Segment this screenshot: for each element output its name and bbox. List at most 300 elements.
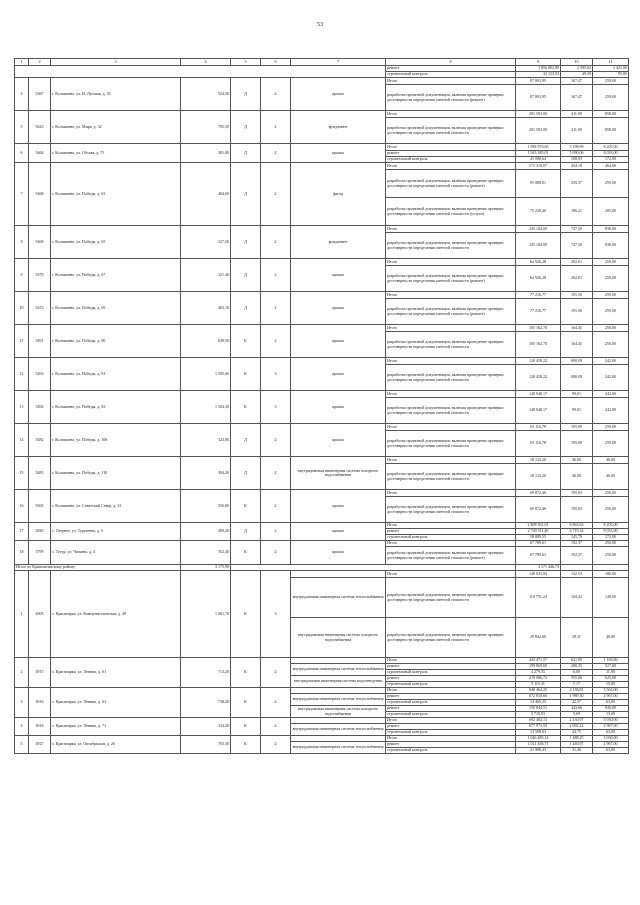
address: с. Красноярка, ул. Коммунистическая, д. 49	[51, 571, 181, 658]
table-cell: Итого	[386, 736, 516, 742]
header-cell: 2	[29, 59, 51, 66]
table-cell: 3	[261, 358, 291, 391]
table-cell: 140 033,84	[516, 571, 561, 578]
table-cell: 32 153,53	[516, 72, 561, 78]
table-cell: Д	[231, 226, 261, 259]
table-cell: 1 169,00	[593, 658, 629, 664]
row-number: 1	[15, 571, 29, 658]
row-number: 5	[15, 736, 29, 754]
table-cell: 63,00	[593, 730, 629, 736]
table-cell: 2	[261, 292, 291, 325]
table-cell: 4 279,55	[516, 670, 561, 676]
table-cell: 080,09	[561, 365, 593, 391]
table-cell: 132,53	[561, 571, 593, 578]
table-cell: разработка проектной документации, включая проведение проверки достоверности определения сметной стоимости (ремонт)	[386, 85, 516, 111]
table-cell: 95 088,81	[516, 170, 561, 198]
table-cell: Итого	[386, 111, 516, 118]
table-cell: 195,09	[561, 431, 593, 457]
table-cell: К	[231, 541, 261, 565]
table-cell: внутридомовая инженерная система холодного водоснабжения	[291, 457, 386, 490]
table-cell: 235,37	[561, 170, 593, 198]
table-cell: 524,30	[181, 78, 231, 111]
table-cell: 5367	[29, 78, 51, 111]
table-cell: 2	[261, 457, 291, 490]
table-cell: 191,56	[561, 292, 593, 299]
table-cell: Итого	[386, 163, 516, 170]
row-number: 9	[15, 259, 29, 292]
table-cell: 2 967,00	[593, 694, 629, 700]
table-cell: 28,11	[561, 618, 593, 658]
table-cell: 242,00	[593, 398, 629, 424]
region-total-label: Итого по Кривошеинскому району	[15, 565, 181, 571]
table-cell: 145,79	[561, 535, 593, 541]
table-row	[15, 292, 629, 299]
table-cell: 443 471,57	[516, 658, 561, 664]
table-cell: Итого	[386, 571, 516, 578]
table-cell: 5623	[29, 111, 51, 144]
table-cell: 527,00	[593, 664, 629, 670]
table-cell: 2	[261, 658, 291, 688]
table-cell: 8 205,00	[593, 144, 629, 151]
address: г. Колпашево, ул. Победы, д. 81	[51, 358, 181, 391]
table-cell: 411,00	[561, 111, 593, 118]
table-cell: крыша	[291, 325, 386, 358]
table-cell: 245 104,00	[516, 226, 561, 233]
table-cell: 5493	[29, 358, 51, 391]
table-cell: 8 033,00	[593, 151, 629, 157]
table-cell: разработка проектной документации, включая проведение проверки достоверности определения сметной стоимости (ремонт)	[386, 547, 516, 565]
row-number: 4	[15, 78, 29, 111]
table-cell: 69 872,46	[516, 490, 561, 497]
table-cell: 202,01	[561, 259, 593, 266]
table-cell: 1 505,60	[181, 358, 231, 391]
table-cell: 14 465,25	[516, 700, 561, 706]
table-cell: 5482	[29, 424, 51, 457]
table-cell: 394,20	[181, 457, 231, 490]
address: г. Колпашево, ул. Победы, д. 110	[51, 457, 181, 490]
table-cell: внутридомовая инженерная система теплоснабжения	[291, 694, 386, 706]
table-cell: 192,37	[561, 541, 593, 547]
table-cell: 639,50	[181, 325, 231, 358]
table-cell: 5485	[29, 457, 51, 490]
table-cell: 195,09	[561, 424, 593, 431]
table-cell: 3 030,00	[593, 718, 629, 724]
address: с. Озерное, ул. Тургенева, д. 5	[51, 523, 181, 541]
table-cell: крыша	[291, 490, 386, 523]
table-cell: 167,47	[561, 78, 593, 85]
table-cell	[15, 66, 386, 78]
table-cell: 692 482,13	[516, 718, 561, 724]
table-row	[15, 163, 629, 170]
table-cell: 140,00	[593, 578, 629, 618]
table-cell: 2	[261, 688, 291, 718]
table-cell: 250,00	[593, 541, 629, 547]
table-cell: 3 171 446,73	[516, 565, 561, 571]
row-number: 3	[15, 688, 29, 718]
table-cell: 148 948,17	[516, 391, 561, 398]
table-cell: фасад	[291, 163, 386, 226]
table-cell: 18 133,20	[516, 457, 561, 464]
table-cell: Д	[231, 457, 261, 490]
table-cell: 69 872,46	[516, 497, 561, 523]
address: г. Колпашево, ул. Победы, д. 67	[51, 259, 181, 292]
table-cell: 172,00	[593, 157, 629, 163]
table-cell: 3	[261, 391, 291, 424]
table-cell: 1 943 385,01	[516, 151, 561, 157]
table-cell: 5468	[29, 163, 51, 226]
table-cell: Итого	[386, 391, 516, 398]
table-cell: 18 133,20	[516, 464, 561, 490]
row-number: 13	[15, 391, 29, 424]
row-number: 15	[15, 457, 29, 490]
table-cell: 67 789,61	[516, 547, 561, 565]
table-row	[15, 571, 629, 578]
table-cell: 4918	[29, 718, 51, 736]
table-cell: Д	[231, 292, 261, 325]
table-cell: Итого	[386, 259, 516, 266]
table-cell: ремонт	[386, 66, 516, 72]
address: г. Колпашево, ул. Победы, д. 106	[51, 424, 181, 457]
table-cell: Итого	[386, 325, 516, 332]
table-cell: разработка проектной документации, включая проведение проверки достоверности определения сметной стоимости	[386, 332, 516, 358]
row-number: 7	[15, 163, 29, 226]
table-cell: 1 856 802,80	[516, 66, 561, 72]
table-cell: 11,00	[593, 670, 629, 676]
table-cell: 747,50	[561, 233, 593, 259]
table-cell: 259,00	[593, 170, 629, 198]
table-cell: 259,00	[593, 78, 629, 85]
table-cell: разработка проектной документации, включая проведение проверки достоверности определения сметной стоимости	[386, 233, 516, 259]
table-cell: 3 563,00	[593, 688, 629, 694]
table-cell: 858,00	[593, 118, 629, 144]
table-cell: 323,80	[181, 424, 231, 457]
table-cell: 5494	[29, 391, 51, 424]
table-cell: 840 464,25	[516, 688, 561, 694]
table-cell: 21 988,43	[516, 748, 561, 754]
table-cell: 250,00	[593, 332, 629, 358]
table-cell: 713,20	[181, 658, 231, 688]
address: г. Колпашево, ул. Мира, д. 32	[51, 111, 181, 144]
row-number: 6	[15, 144, 29, 163]
table-cell: 180,00	[593, 571, 629, 578]
table-cell: 186,21	[561, 198, 593, 226]
table-cell: 2 092,22	[561, 724, 593, 730]
table-cell: 29 842,60	[516, 618, 561, 658]
table-cell: 5 090,06	[561, 151, 593, 157]
table-cell: 2 130,97	[561, 718, 593, 724]
header-cell: 1	[15, 59, 29, 66]
table-cell: Итого	[386, 658, 516, 664]
table-cell: строительный контроль	[386, 730, 516, 736]
table-cell: 104,42	[561, 578, 593, 618]
table-cell: 58 889,55	[516, 535, 561, 541]
table-cell: 621,80	[561, 658, 593, 664]
table-row	[15, 358, 629, 365]
table-cell: 250,00	[593, 490, 629, 497]
table-cell: фундамент	[291, 226, 386, 259]
address: с. Красноярка, ул. Ленина, д. 61	[51, 658, 181, 688]
table-cell: 259,00	[593, 299, 629, 325]
row-number: 18	[15, 541, 29, 565]
table-row	[15, 226, 629, 233]
table-cell: 411,00	[561, 118, 593, 144]
table-cell: 95,00	[593, 72, 629, 78]
address: г. Колпашево, ул. Советский Север, д. 33	[51, 490, 181, 523]
table-cell: 409,20	[181, 523, 231, 541]
table-cell: разработка проектной документации, включая проведение проверки достоверности определения сметной стоимости	[386, 431, 516, 457]
table-cell: внутридомовая инженерная система теплоснабжения	[291, 724, 386, 736]
table-cell: 105 162,70	[516, 325, 561, 332]
table-cell: 120 458,22	[516, 358, 561, 365]
table-row	[15, 144, 629, 151]
table-cell: крыша	[291, 424, 386, 457]
table-cell: разработка проектной документации, включая проведение проверки достоверности определения сметной стоимости	[386, 618, 516, 658]
table-cell: 2 808 561,01	[516, 523, 561, 529]
table-cell: строительный контроль	[386, 682, 516, 688]
table-cell: Д	[231, 523, 261, 541]
table-cell: разработка проектной документации, включая проведение проверки достоверности определения сметной стоимости	[386, 464, 516, 490]
table-cell: разработка проектной документации, включая проведение проверки достоверности определения сметной стоимости	[386, 365, 516, 391]
table-cell: 5 115,31	[516, 682, 561, 688]
table-cell: 381,80	[181, 144, 231, 163]
row-number: 4	[15, 718, 29, 736]
table-cell: 14 508,63	[516, 730, 561, 736]
table-row	[15, 59, 629, 66]
table-cell: ремонт	[386, 706, 516, 712]
table-cell: 830,00	[593, 233, 629, 259]
table-cell: 677 973,50	[516, 724, 561, 730]
table-cell: 164,45	[561, 332, 593, 358]
table-cell: 77 216,77	[516, 299, 561, 325]
table-cell: 2	[261, 424, 291, 457]
table-cell: 195,83	[561, 497, 593, 523]
table-cell: крыша	[291, 259, 386, 292]
table-cell: 2	[261, 259, 291, 292]
table-cell: ремонт	[386, 151, 516, 157]
table-cell: 080,09	[561, 358, 593, 365]
table-cell: 46,00	[561, 457, 593, 464]
table-cell: 259,00	[593, 424, 629, 431]
table-cell: строительный контроль	[386, 157, 516, 163]
table-cell: ремонт	[386, 676, 516, 682]
table-cell: 2	[261, 490, 291, 523]
table-cell: 2	[261, 325, 291, 358]
table-cell: 2	[261, 163, 291, 226]
address: г. Колпашево, ул. Победы, д. 69	[51, 292, 181, 325]
table-cell: 42,57	[561, 700, 593, 706]
table-cell: 1 488,25	[561, 736, 593, 742]
address: г. Колпашево, ул. Победы, д. 80	[51, 325, 181, 358]
table-cell: 250,00	[593, 325, 629, 332]
row-number: 10	[15, 292, 29, 325]
table-cell: разработка проектной документации, включая проведение проверки достоверности определения сметной стоимости	[386, 497, 516, 523]
table-cell: ремонт	[386, 724, 516, 730]
address: г. Колпашево, ул. Победы, д. 63	[51, 163, 181, 226]
table-cell: 63 116,78	[516, 424, 561, 431]
table-cell: 105 162,70	[516, 332, 561, 358]
table-cell: разработка проектной документации, включая проведение проверки достоверности определения сметной стоимости	[386, 578, 516, 618]
table-cell: 672 810,66	[516, 694, 561, 700]
table-cell: крыша	[291, 523, 386, 541]
header-cell: 8	[386, 59, 516, 66]
table-cell: 49,39	[561, 72, 593, 78]
address: с. Красноярка, ул. Октябрьская, д. 26	[51, 736, 181, 754]
table-cell: 13,00	[593, 712, 629, 718]
table-cell: крыша	[291, 541, 386, 565]
table-cell: 40,00	[593, 618, 629, 658]
table-cell: 703,30	[181, 736, 231, 754]
table-cell: 830,00	[593, 706, 629, 712]
table-cell: крыша	[291, 292, 386, 325]
table-cell: 2	[261, 144, 291, 163]
table-cell: разработка проектной документации, включая проведение проверки достоверности определения сметной стоимости (ремонт)	[386, 299, 516, 325]
table-cell: строительный контроль	[386, 72, 516, 78]
table-cell: Итого	[386, 688, 516, 694]
header-cell: 3	[51, 59, 181, 66]
table-cell: 75 230,46	[516, 198, 561, 226]
table-cell: ремонт	[386, 664, 516, 670]
table-cell: К	[231, 325, 261, 358]
table-cell: 1 504,30	[181, 391, 231, 424]
table-cell: ремонт	[386, 742, 516, 748]
table-cell: разработка проектной документации, включая проведение проверки достоверности определения сметной стоимости (ремонт)	[386, 266, 516, 292]
table-cell: 150 044,51	[516, 706, 561, 712]
table-cell: 108,93	[561, 157, 593, 163]
table-cell: 2 305,62	[561, 66, 593, 72]
table-cell: 167,47	[561, 85, 593, 111]
table-cell: К	[231, 718, 261, 736]
table-cell: 5565	[29, 490, 51, 523]
table-cell: К	[231, 391, 261, 424]
table-cell: 4905	[29, 571, 51, 658]
table-cell: Итого	[386, 78, 516, 85]
table-cell: К	[231, 658, 261, 688]
table-cell: 87 803,95	[516, 78, 561, 85]
table-cell: 2	[261, 718, 291, 736]
table-cell: 1 061,70	[181, 571, 231, 658]
table-cell: 3 710,93	[516, 712, 561, 718]
table-cell: 15,00	[593, 682, 629, 688]
table-cell: крыша	[291, 358, 386, 391]
table-cell: 555,06	[561, 676, 593, 682]
table-cell: 77 216,77	[516, 292, 561, 299]
header-cell: 9	[516, 59, 561, 66]
table-cell: Итого	[386, 523, 516, 529]
table-cell: 242,00	[593, 365, 629, 391]
table-cell: 2 749 511,46	[516, 529, 561, 535]
table-cell: 120 458,22	[516, 365, 561, 391]
table-cell: К	[231, 358, 261, 391]
row-number: 17	[15, 523, 29, 541]
table-cell: 2	[261, 78, 291, 111]
table-cell: 1 421,00	[593, 66, 629, 72]
header-cell: 4	[181, 59, 231, 66]
address: г. Колпашево, ул. Победы, д. 65	[51, 226, 181, 259]
table-cell: 5799	[29, 541, 51, 565]
table-cell: 219 086,72	[516, 676, 561, 682]
table-cell: 46,00	[593, 464, 629, 490]
table-cell: 4927	[29, 736, 51, 754]
table-cell: 291 593,00	[516, 111, 561, 118]
table-cell: 1 440,97	[561, 742, 593, 748]
table-cell: 625,00	[593, 676, 629, 682]
table-cell: ремонт	[386, 694, 516, 700]
table-row	[15, 259, 629, 266]
table-cell: внутридомовая инженерная система водоотведения	[291, 676, 386, 688]
table-cell: 404,00	[181, 163, 231, 226]
table-cell: 46,00	[593, 457, 629, 464]
table-cell: 6 719,34	[561, 529, 593, 535]
table-row	[15, 78, 629, 85]
page-number: 53	[317, 22, 323, 28]
table-cell: крыша	[291, 78, 386, 111]
table-cell: 195,83	[561, 490, 593, 497]
table-row	[15, 523, 629, 529]
table-cell: 6,00	[561, 670, 593, 676]
row-number: 16	[15, 490, 29, 523]
table-cell: 259,00	[593, 292, 629, 299]
table-cell: 2 967,00	[593, 742, 629, 748]
table-cell: 356,80	[181, 490, 231, 523]
table-cell: внутридомовая инженерная система холодного водоснабжения	[291, 618, 386, 658]
table-cell: 1 984 973,65	[516, 144, 561, 151]
table-cell: 464,00	[593, 163, 629, 170]
table-cell: 747,50	[561, 226, 593, 233]
table-cell: разработка проектной документации, включая проведение проверки достоверности определения сметной стоимости (ремонт)	[386, 170, 516, 198]
table-cell: 3 175,90	[181, 565, 231, 571]
table-cell: ремонт	[386, 529, 516, 535]
table-cell: 242,00	[593, 391, 629, 398]
table-cell: 63,00	[593, 700, 629, 706]
table-cell: 2	[261, 111, 291, 144]
table-cell: 205,00	[593, 198, 629, 226]
table-cell: 2 138,81	[561, 688, 593, 694]
table-cell: 242,00	[593, 358, 629, 365]
table-cell: строительный контроль	[386, 712, 516, 718]
row-number: 2	[15, 658, 29, 688]
table-cell: 202,01	[561, 266, 593, 292]
table-cell: 2	[261, 226, 291, 259]
table-cell: 192,37	[561, 547, 593, 565]
table-cell: разработка проектной документации, включая проведение проверки достоверности определения сметной стоимости	[386, 118, 516, 144]
table-cell: 5 198,99	[561, 144, 593, 151]
table-cell: 64 926,28	[516, 259, 561, 266]
table-cell: Д	[231, 163, 261, 226]
table-cell: 67 789,61	[516, 541, 561, 547]
table-cell: Итого	[386, 490, 516, 497]
table-cell: 64 926,28	[516, 266, 561, 292]
table-cell: 424,18	[561, 163, 593, 170]
table-row	[15, 541, 629, 547]
table-cell: 4915	[29, 658, 51, 688]
table-cell: 1 989,30	[561, 694, 593, 700]
table-cell: 110 751,24	[516, 578, 561, 618]
table-cell: К	[231, 571, 261, 658]
table-cell: внутридомовая инженерная система теплоснабжения	[291, 742, 386, 754]
table-cell: К	[231, 688, 261, 718]
table-cell: Итого	[386, 718, 516, 724]
table-cell: 5491	[29, 325, 51, 358]
table-cell: 830,00	[593, 226, 629, 233]
table-cell: 2	[261, 541, 291, 565]
address: г. Колпашево, ул. Обская, д. 75	[51, 144, 181, 163]
table-cell: 250,00	[593, 497, 629, 523]
table-cell: 7,17	[561, 682, 593, 688]
table-cell: 3	[261, 571, 291, 658]
table-cell: 2	[261, 523, 291, 541]
table-cell: разработка проектной документации, включая проведение проверки достоверности определения сметной стоимости (услуги)	[386, 198, 516, 226]
table-row	[15, 391, 629, 398]
